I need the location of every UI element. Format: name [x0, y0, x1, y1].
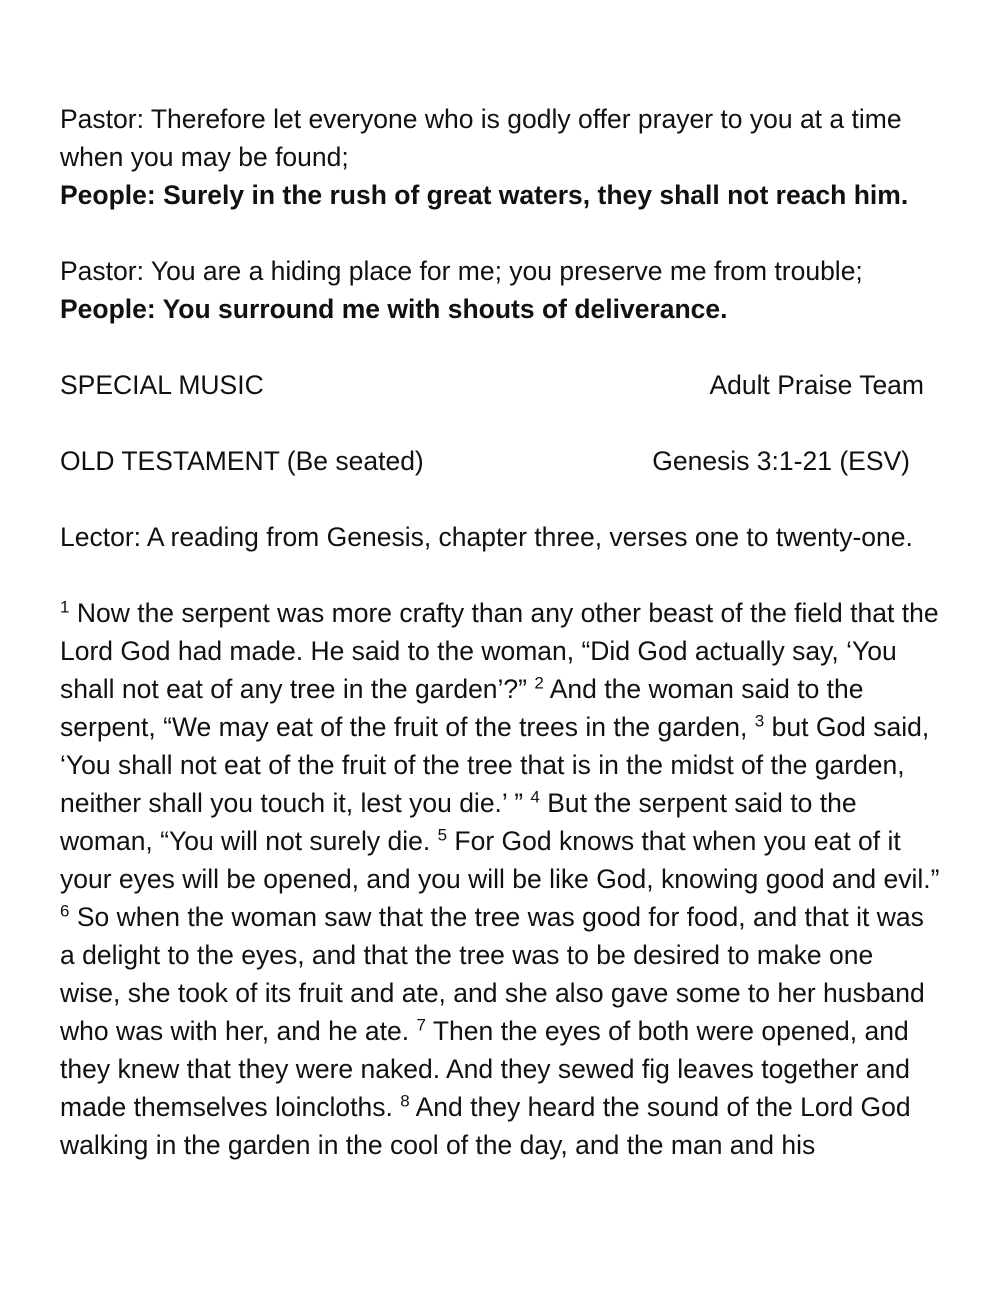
special-music-row [60, 366, 940, 404]
old-testament-label: OLD TESTAMENT (Be seated) [60, 446, 424, 476]
pastor-line-1: Pastor: Therefore let everyone who is godly offer prayer to you at a time when you may be found; [60, 104, 902, 172]
verse-text: but God said, ‘You shall not eat of the fruit of the tree that is in the midst of the garden, neither shall you touch it, lest you die.’ ” [60, 712, 930, 818]
people-response-2: People: You surround me with shouts of deliverance. [60, 294, 728, 324]
verse-number: 3 [754, 711, 765, 731]
verse-number: 1 [60, 597, 70, 617]
special-music-label: SPECIAL MUSIC [60, 370, 264, 400]
verse-text: And the woman said to the serpent, “We may eat of the fruit of the trees in the garden, [60, 674, 864, 742]
verse-text: For God knows that when you eat of it your eyes will be opened, and you will be like God, knowing good and evil.” [60, 826, 940, 894]
verse-number: 5 [437, 825, 448, 845]
verse-text: And they heard the sound of the Lord God walking in the garden in the cool of the day, and the man and his [60, 1092, 911, 1160]
people-response-1: People: Surely in the rush of great waters, they shall not reach him. [60, 180, 909, 210]
verse-text: But the serpent said to the woman, “You will not surely die. [60, 788, 857, 856]
verse-text: Then the eyes of both were opened, and they knew that they were naked. And they sewed fig leaves together and made themselves loincloths. [60, 1016, 911, 1122]
old-testament-reference: Genesis 3:1-21 (ESV) [652, 446, 910, 476]
old-testament-row [60, 442, 940, 480]
verse-number: 6 [60, 901, 70, 921]
scripture-passage [60, 594, 940, 1164]
verse-number: 8 [400, 1091, 410, 1111]
bulletin-page [60, 100, 940, 1164]
verse-number: 2 [534, 673, 544, 693]
verse-text: So when the woman saw that the tree was good for food, and that it was a delight to the eyes, and that the tree was to be desired to make one wise, she took of its fruit and ate, and she also gave some to her husband who was with her, and he ate. [60, 902, 925, 1046]
verse-number: 4 [530, 787, 540, 807]
verse-number: 7 [416, 1015, 426, 1035]
special-music-performer: Adult Praise Team [709, 370, 924, 400]
lector-introduction: Lector: A reading from Genesis, chapter three, verses one to twenty-one. [60, 522, 913, 552]
pastor-line-2: Pastor: You are a hiding place for me; you preserve me from trouble; [60, 256, 863, 286]
verse-text: Now the serpent was more crafty than any other beast of the field that the Lord God had made. He said to the woman, “Did God actually say, ‘You shall not eat of any tree in the garden’?” [60, 598, 939, 704]
